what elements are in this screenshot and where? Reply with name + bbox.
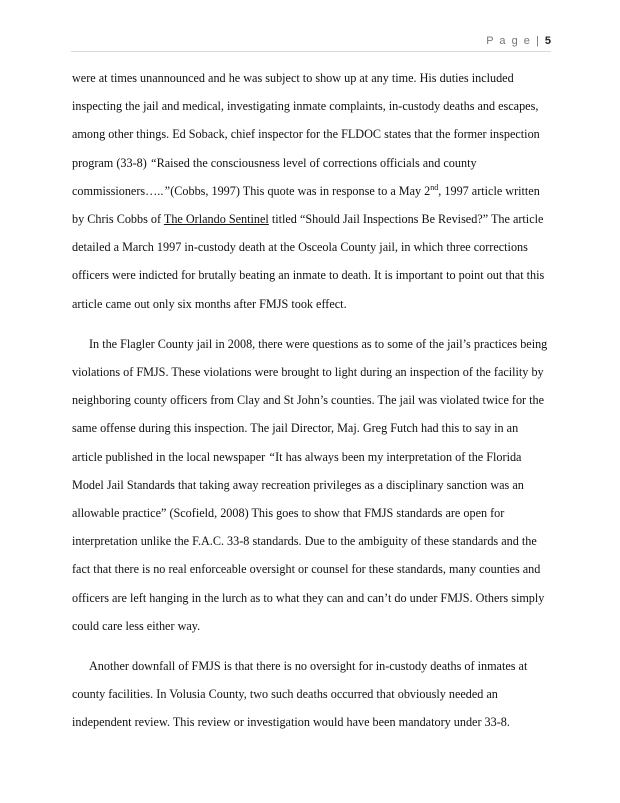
- paragraph-3: [72, 652, 548, 737]
- quote-open-mark: “: [149, 155, 157, 170]
- paragraph-1-part-1: were at times unannounced and he was subject to show up at any time. His duties included inspecting the jail and medical, investigating inmate complaints, in-custody deaths and escapes, among other things. Ed Soback, chief inspector for the FLDOC states that the former inspection program (33-8): [72, 71, 540, 170]
- body-text: [72, 64, 548, 749]
- paragraph-1-part-4: , 1997 article written by Chris Cobbs of: [72, 183, 540, 227]
- paragraph-1: [72, 64, 548, 318]
- paragraph-1-quote: Raised the consciousness level of corrections officials and county commissioners…..: [72, 155, 477, 198]
- page-separator: |: [535, 35, 541, 47]
- paragraph-1-part-5: titled “Should Jail Inspections Be Revised?” The article detailed a March 1997 in-custody death at the Osceola County jail, in which three corrections officers were indicted for brutally beating an inmate to death. It is important to point out that this article came out only six months after FMJS took effect.: [72, 212, 545, 311]
- page-number: 5: [544, 35, 551, 47]
- paragraph-2-part-2: It has always been my interpretation of the Florida Model Jail Standards that taking away recreation privileges as a disciplinary sanction was an allowable practice” (Scofield, 2008) This goes to show that FMJS standards are open for interpretation unlike the F.A.C. 33-8 standards. Due to the ambiguity of these standards and the fact that there is no real enforceable oversight or counsel for these standards, many counties and officers are left hanging in the lurch as to what they can and can’t do under FMJS. Others simply could care less either way.: [72, 449, 545, 633]
- paragraph-2: [72, 330, 548, 640]
- page-label: P a g e: [486, 35, 532, 47]
- newspaper-title: The Orlando Sentinel: [163, 212, 269, 227]
- page-header: [486, 35, 551, 47]
- quote-open-mark-2: “: [268, 449, 276, 464]
- paragraph-1-part-3: (Cobbs, 1997) This quote was in response to a May 2: [170, 183, 431, 198]
- header-divider: [71, 51, 551, 52]
- paragraph-2-part-1: In the Flagler County jail in 2008, there were questions as to some of the jail’s practices being violations of FMJS. These violations were brought to light during an inspection of the facility by neighboring county officers from Clay and St John’s counties. The jail was violated twice for the same offense during this inspection. The jail Director, Maj. Greg Futch had this to say in an article published in the local newspaper: [72, 336, 548, 464]
- ordinal-superscript: nd: [430, 182, 439, 192]
- paragraph-3-text: Another downfall of FMJS is that there is no oversight for in-custody deaths of inmates at county facilities. In Volusia County, two such deaths occurred that obviously needed an independent review. This review or investigation would have been mandatory under 33-8.: [72, 659, 528, 730]
- quote-close-mark: ”: [163, 183, 171, 198]
